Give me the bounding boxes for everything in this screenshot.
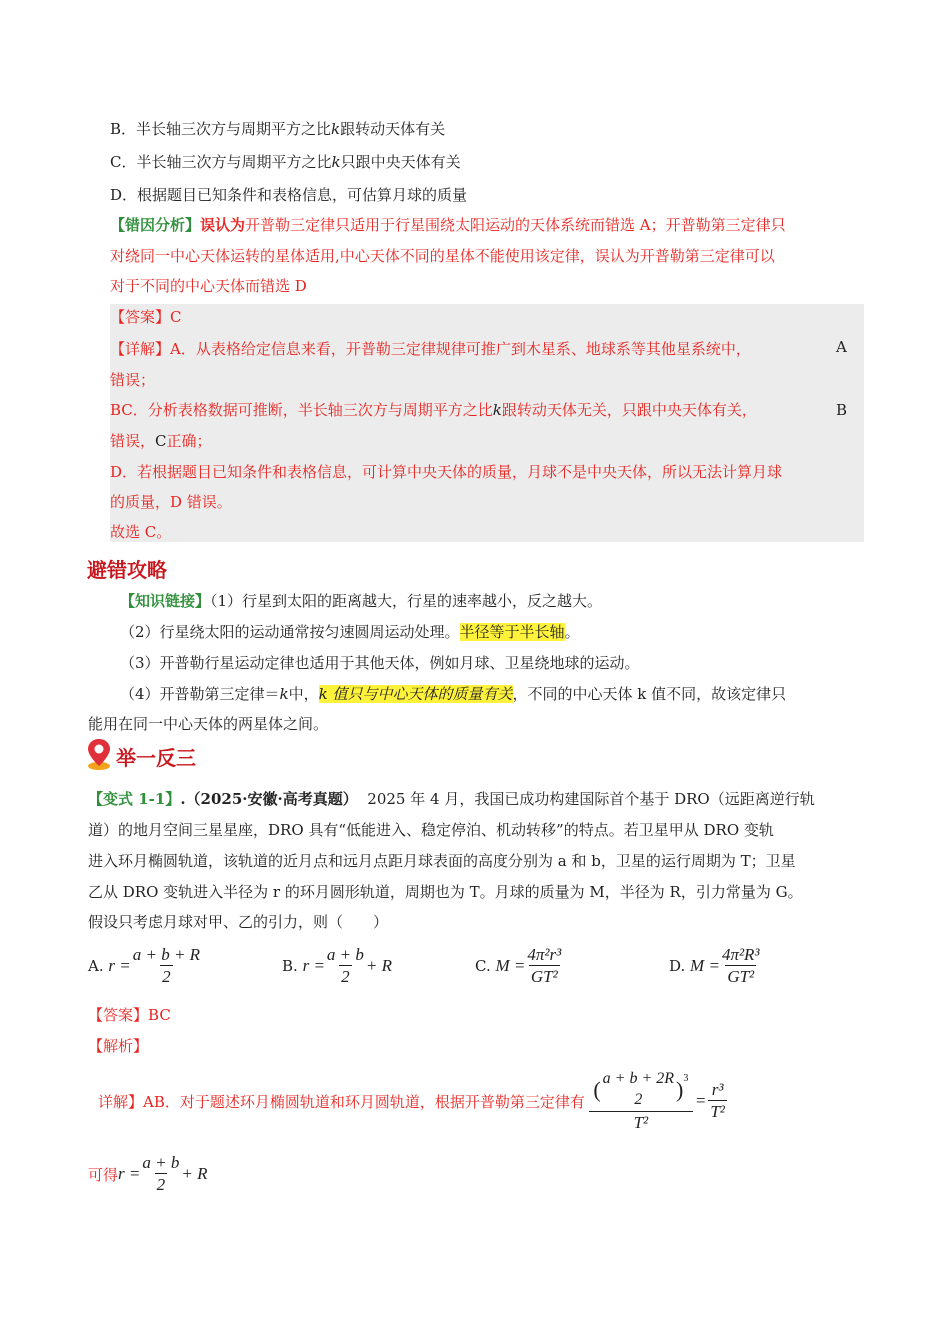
answer1-label: 【答案】 bbox=[110, 308, 171, 326]
answer1 bbox=[110, 306, 182, 328]
knowledge-p1 bbox=[120, 590, 602, 612]
choice-b-fraction bbox=[325, 945, 366, 988]
choice-c-lhs: M = bbox=[495, 956, 526, 975]
choice-b-num: a + b bbox=[326, 944, 364, 964]
knowledge-p4 bbox=[120, 683, 786, 705]
variant-source: .（2025·安徽·高考真题） bbox=[180, 790, 358, 808]
kepler-inner-fraction bbox=[601, 1069, 676, 1111]
variant-line5: 假设只考虑月球对甲、乙的引力，则（ ） bbox=[88, 913, 389, 931]
option-b-post: 跟转动天体有关 bbox=[340, 120, 446, 138]
kepler-rhs-fraction bbox=[708, 1080, 727, 1123]
explanation1-line1-tail: A bbox=[836, 338, 847, 356]
knowledge-p2-text: （2）行星绕太阳的运动通常按匀速圆周运动处理。 bbox=[120, 623, 460, 641]
choice-a-lhs: r = bbox=[108, 956, 131, 975]
knowledge-p4-k: k bbox=[279, 685, 289, 703]
knowledge-p4-highlight: k 值只与中心天体的质量有关 bbox=[318, 685, 513, 703]
choice-d-fraction bbox=[720, 945, 762, 988]
kepler-rhs-den: T² bbox=[710, 1101, 725, 1121]
knowledge-p2-post: 。 bbox=[564, 623, 580, 641]
result-den: 2 bbox=[156, 1174, 166, 1194]
kepler-exponent: 3 bbox=[683, 1072, 689, 1084]
explanation1-line2: 错误； bbox=[110, 371, 156, 389]
explanation1-c: C bbox=[155, 432, 167, 450]
section-title-avoid-errors: 避错攻略 bbox=[87, 558, 167, 582]
choice-c-num: 4π²r³ bbox=[527, 944, 562, 964]
explanation1-line3-tail: B bbox=[836, 401, 848, 419]
result-line bbox=[88, 1148, 207, 1200]
choice-d-den: GT² bbox=[727, 966, 755, 986]
result-prefix: 可得 bbox=[88, 1165, 119, 1184]
explanation1-text4-post: 正确； bbox=[166, 432, 212, 450]
choice-b-label: B. bbox=[282, 957, 298, 975]
option-c-k: k bbox=[331, 153, 341, 171]
answer1-value: C bbox=[170, 308, 182, 326]
analysis2-label: 【解析】 bbox=[88, 1037, 149, 1055]
detail2-text: 详解】AB．对于题述环月椭圆轨道和环月圆轨道，根据开普勒第三定律有 bbox=[98, 1092, 585, 1111]
result-lhs: r = bbox=[118, 1164, 141, 1183]
choice-a-den: 2 bbox=[162, 966, 171, 986]
choice-c-fraction bbox=[525, 945, 563, 988]
explanation1-label: 【详解】 bbox=[110, 340, 171, 358]
choice-a-label: A. bbox=[88, 957, 104, 975]
error-analysis-label: 【错因分析】 bbox=[110, 216, 201, 234]
error-analysis-lead: 误认为 bbox=[200, 216, 246, 234]
knowledge-p1-text: （1）行星到太阳的距离越大，行星的速率越小，反之越大。 bbox=[210, 592, 603, 610]
option-b-text: B．半长轴三次方与周期平方之比 bbox=[110, 120, 332, 138]
explanation1-text3-post: 跟转动天体无关，只跟中央天体有关， bbox=[501, 401, 757, 419]
explanation1-text1: A．从表格给定信息来看，开普勒三定律规律可推广到木星系、地球系等其他星系统中， bbox=[170, 340, 751, 358]
kepler-inner-den: 2 bbox=[634, 1090, 643, 1108]
choice-b[interactable] bbox=[282, 940, 392, 992]
choice-d-num: 4π²R³ bbox=[721, 944, 760, 964]
choice-d-lhs: M = bbox=[690, 956, 720, 975]
kepler-lhs-fraction bbox=[589, 1069, 693, 1134]
knowledge-p4-text: （4）开普勒第三定律＝ bbox=[120, 685, 280, 703]
option-c-text: C．半长轴三次方与周期平方之比 bbox=[110, 153, 332, 171]
option-b bbox=[110, 118, 445, 140]
error-analysis-text1: 开普勒三定律只适用于行星围绕太阳运动的天体系统而错选 A；开普勒第三定律只 bbox=[245, 216, 786, 234]
option-d: D．根据题目已知条件和表格信息，可估算月球的质量 bbox=[110, 186, 468, 204]
explanation1-line5: D．若根据题目已知条件和表格信息，可计算中央天体的质量，月球不是中央天体，所以无法计算月球 bbox=[110, 463, 783, 481]
variant-line3: 进入环月椭圆轨道，该轨道的近月点和远月点距月球表面的高度分别为 a 和 b，卫星的运行周期为 T；卫星 bbox=[88, 852, 796, 870]
kepler-inner-num: a + b + 2R bbox=[602, 1069, 675, 1087]
choice-d-label: D. bbox=[669, 957, 686, 975]
choice-c[interactable] bbox=[475, 940, 563, 992]
kepler-lhs-num: ( a + b + 2R 2 ) $^3$ bbox=[591, 1069, 690, 1111]
knowledge-p2-highlight: 半径等于半长轴 bbox=[459, 623, 565, 641]
choice-d[interactable] bbox=[669, 940, 762, 992]
explanation1-line6: 的质量，D 错误。 bbox=[110, 493, 232, 511]
choice-c-den: GT² bbox=[530, 966, 558, 986]
explanation1-line4 bbox=[110, 430, 212, 452]
variant-text1: 2025 年 4 月，我国已成功构建国际首个基于 DRO（远距离逆行轨 bbox=[367, 790, 815, 808]
knowledge-p3: （3）开普勒行星运动定律也适用于其他天体，例如月球、卫星绕地球的运动。 bbox=[120, 654, 640, 672]
knowledge-p4-line2: 能用在同一中心天体的两星体之间。 bbox=[88, 715, 329, 733]
detail2-line bbox=[98, 1064, 727, 1138]
knowledge-p2 bbox=[120, 621, 580, 643]
variant-line1 bbox=[88, 788, 815, 810]
section2-header bbox=[86, 738, 196, 774]
result-num: a + b bbox=[142, 1152, 180, 1172]
kepler-lhs-den: T² bbox=[589, 1111, 693, 1134]
choice-c-label: C. bbox=[475, 957, 491, 975]
variant-label: 【变式 1-1】 bbox=[88, 790, 181, 808]
error-analysis-line3: 对于不同的中心天体而错选 D bbox=[110, 277, 307, 295]
error-analysis-line2: 对绕同一中心天体运转的星体适用,中心天体不同的星体不能使用该定律，误认为开普勒第三定律可以 bbox=[110, 247, 775, 265]
choice-a-num: a + b + R bbox=[132, 944, 201, 964]
answer2 bbox=[88, 1004, 171, 1026]
location-pin-icon bbox=[86, 737, 112, 775]
explanation1-text3: BC．分析表格数据可推断，半长轴三次方与周期平方之比 bbox=[110, 401, 493, 419]
variant-line4: 乙从 DRO 变轨进入半径为 r 的环月圆形轨道，周期也为 T。月球的质量为 M，半径为 R，引力常量为 G。 bbox=[88, 883, 803, 901]
choice-a[interactable] bbox=[88, 940, 202, 992]
result-fraction bbox=[140, 1153, 181, 1196]
knowledge-label: 【知识链接】 bbox=[120, 592, 211, 610]
result-tail: + R bbox=[181, 1164, 208, 1183]
section-title-practice: 举一反三 bbox=[116, 745, 196, 770]
explanation1-line7: 故选 C。 bbox=[110, 523, 172, 541]
option-c bbox=[110, 151, 461, 173]
explanation1-k: k bbox=[492, 401, 502, 419]
option-c-post: 只跟中央天体有关 bbox=[340, 153, 461, 171]
kepler-rhs-num: r³ bbox=[711, 1079, 724, 1099]
kepler-equals: = bbox=[694, 1091, 707, 1110]
variant-line2: 道）的地月空间三星星座，DRO 具有“低能进入、稳定停泊、机动转移”的特点。若卫星甲从 DRO 变轨 bbox=[88, 821, 774, 839]
explanation1-line1 bbox=[110, 338, 751, 360]
explanation1-line3 bbox=[110, 399, 757, 421]
answer2-label: 【答案】 bbox=[88, 1006, 149, 1024]
knowledge-p4-mid: 中， bbox=[288, 685, 319, 703]
choice-a-fraction bbox=[131, 945, 202, 988]
explanation1-text4: 错误， bbox=[110, 432, 156, 450]
knowledge-p4-post: ，不同的中心天体 k 值不同，故该定律只 bbox=[512, 685, 787, 703]
error-analysis-line1 bbox=[110, 214, 786, 236]
option-b-k: k bbox=[331, 120, 341, 138]
choice-b-den: 2 bbox=[341, 966, 350, 986]
answer2-value: BC bbox=[148, 1006, 171, 1024]
choice-b-lhs: r = bbox=[302, 956, 325, 975]
choice-b-tail: + R bbox=[365, 956, 393, 975]
